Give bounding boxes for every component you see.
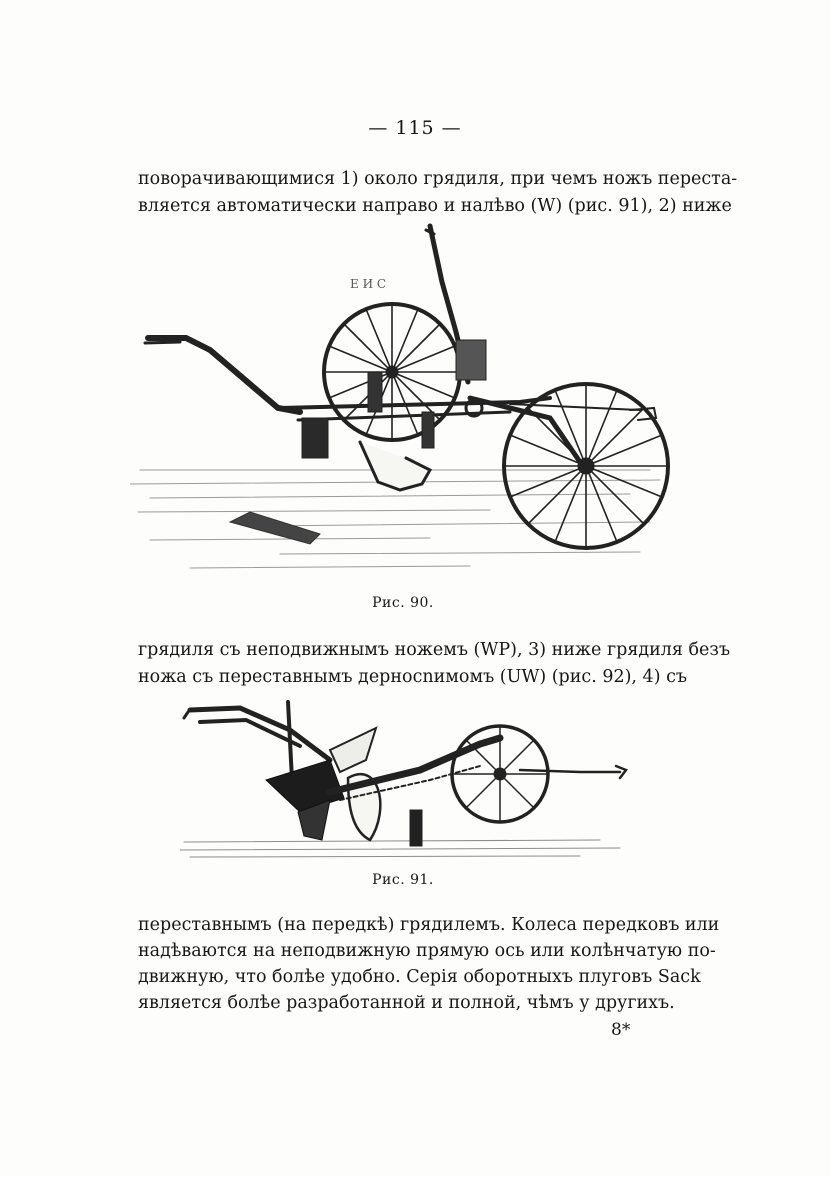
plough-drawing-fig91 bbox=[180, 700, 640, 862]
text-line: надѣваются на неподвижную прямую ось или колѣнчатую по- bbox=[138, 941, 716, 961]
plough-drawing-fig90 bbox=[130, 222, 670, 584]
text-line: является болѣе разработанной и полной, чѣмъ у другихъ. bbox=[138, 993, 675, 1013]
figure-90-caption: Рис. 90. bbox=[372, 595, 434, 611]
text-line: переставнымъ (на передкѣ) грядилемъ. Колеса передковъ или bbox=[138, 915, 720, 935]
paragraph-3 bbox=[138, 912, 720, 1016]
text-line: движную, что болѣе удобно. Серія оборотныхъ плуговъ Sack bbox=[138, 967, 701, 987]
figure-91-caption: Рис. 91. bbox=[372, 872, 434, 888]
signature-mark: 8* bbox=[611, 1020, 631, 1040]
figure-90-plough-illustration bbox=[130, 222, 670, 584]
page-number: — 115 — bbox=[368, 117, 462, 139]
figure-91-plough-illustration bbox=[180, 700, 640, 862]
text-line: грядиля съ неподвижнымъ ножемъ (WP), 3) ниже грядиля безъ bbox=[138, 640, 731, 660]
text-line: вляется автоматически направо и налѣво (W) (рис. 91), 2) ниже bbox=[138, 196, 732, 216]
paragraph-1 bbox=[138, 166, 738, 220]
figure-inscription: Е И С bbox=[350, 277, 387, 291]
paragraph-2 bbox=[138, 637, 731, 691]
text-line: ножа съ переставнымъ дерносnимомъ (UW) (рис. 92), 4) съ bbox=[138, 667, 688, 687]
text-line: поворачивающимися 1) около грядиля, при чемъ ножъ переста- bbox=[138, 169, 738, 189]
